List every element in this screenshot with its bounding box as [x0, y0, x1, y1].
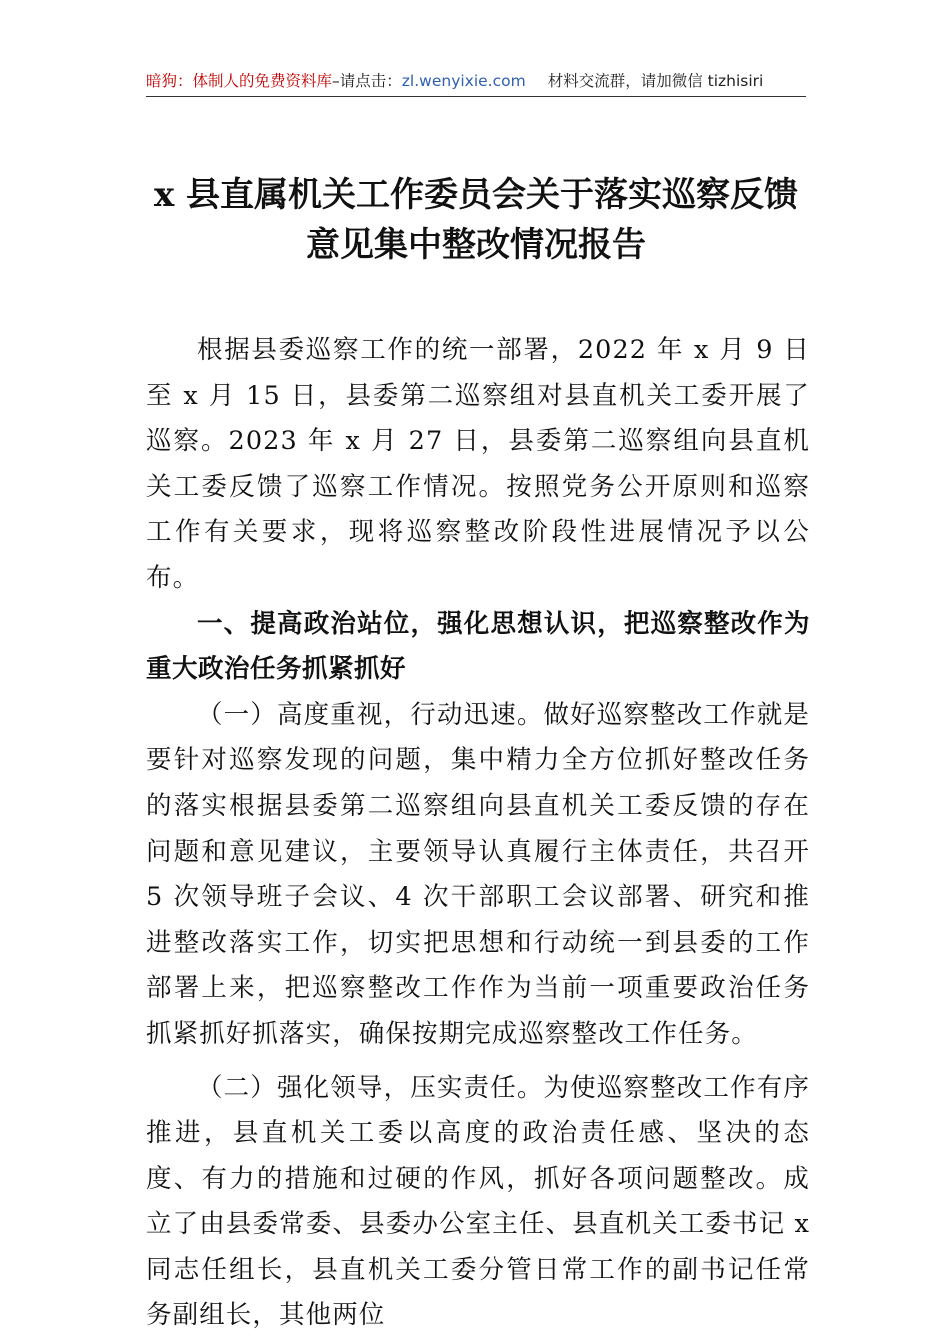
section-1-paragraph-2: （二）强化领导，压实责任。为使巡察整改工作有序推进，县直机关工委以高度的政治责任感、坚决的态度、有力的措施和过硬的作风，抓好各项问题整改。成立了由县委常委、县委办公室主任、县直机关工委书记 x 同志任组长，县直机关工委分管日常工作的副书记任常务副组长，其他两位: [146, 1072, 810, 1331]
document-title: [146, 170, 806, 270]
intro-paragraph: 根据县委巡察工作的统一部署，2022 年 x 月 9 日至 x 月 15 日，县委第二巡察组对县直机关工委开展了巡察。2023 年 x 月 27 日，县委第二巡察组向县直机关工委反馈了巡察工作情况。按照党务公开原则和巡察工作有关要求，现将巡察整改阶段性进展情况予以公布。: [146, 335, 810, 593]
document-body: [146, 328, 810, 1339]
title-line-2: 意见集中整改情况报告: [306, 225, 646, 265]
header-site-name: 暗狗：体制人的免费资料库: [146, 72, 333, 90]
header-url-link[interactable]: zl.wenyixie.com: [401, 72, 526, 90]
title-line-1: x 县直属机关工作委员会关于落实巡察反馈: [153, 175, 799, 215]
section-1-paragraph-1: （一）高度重视，行动迅速。做好巡察整改工作就是要针对巡察发现的问题，集中精力全方位抓好整改任务的落实根据县委第二巡察组向县直机关工委反馈的存在问题和意见建议，主要领导认真履行主体责任，共召开 5 次领导班子会议、4 次干部职工会议部署、研究和推进整改落实工作，切实把思想和行动统一到县委的工作部署上来，把巡察整改工作作为当前一项重要政治任务抓紧抓好抓落实，确保按期完成巡察整改工作任务。: [146, 699, 810, 1049]
header-group-note: 材料交流群，请加微信 tizhisiri: [547, 72, 764, 90]
header-click-prompt: –请点击：: [332, 72, 402, 90]
page-header: [146, 68, 806, 97]
section-1-heading: 一、提高政治站位，强化思想认识，把巡察整改作为重大政治任务抓紧抓好: [146, 608, 810, 685]
